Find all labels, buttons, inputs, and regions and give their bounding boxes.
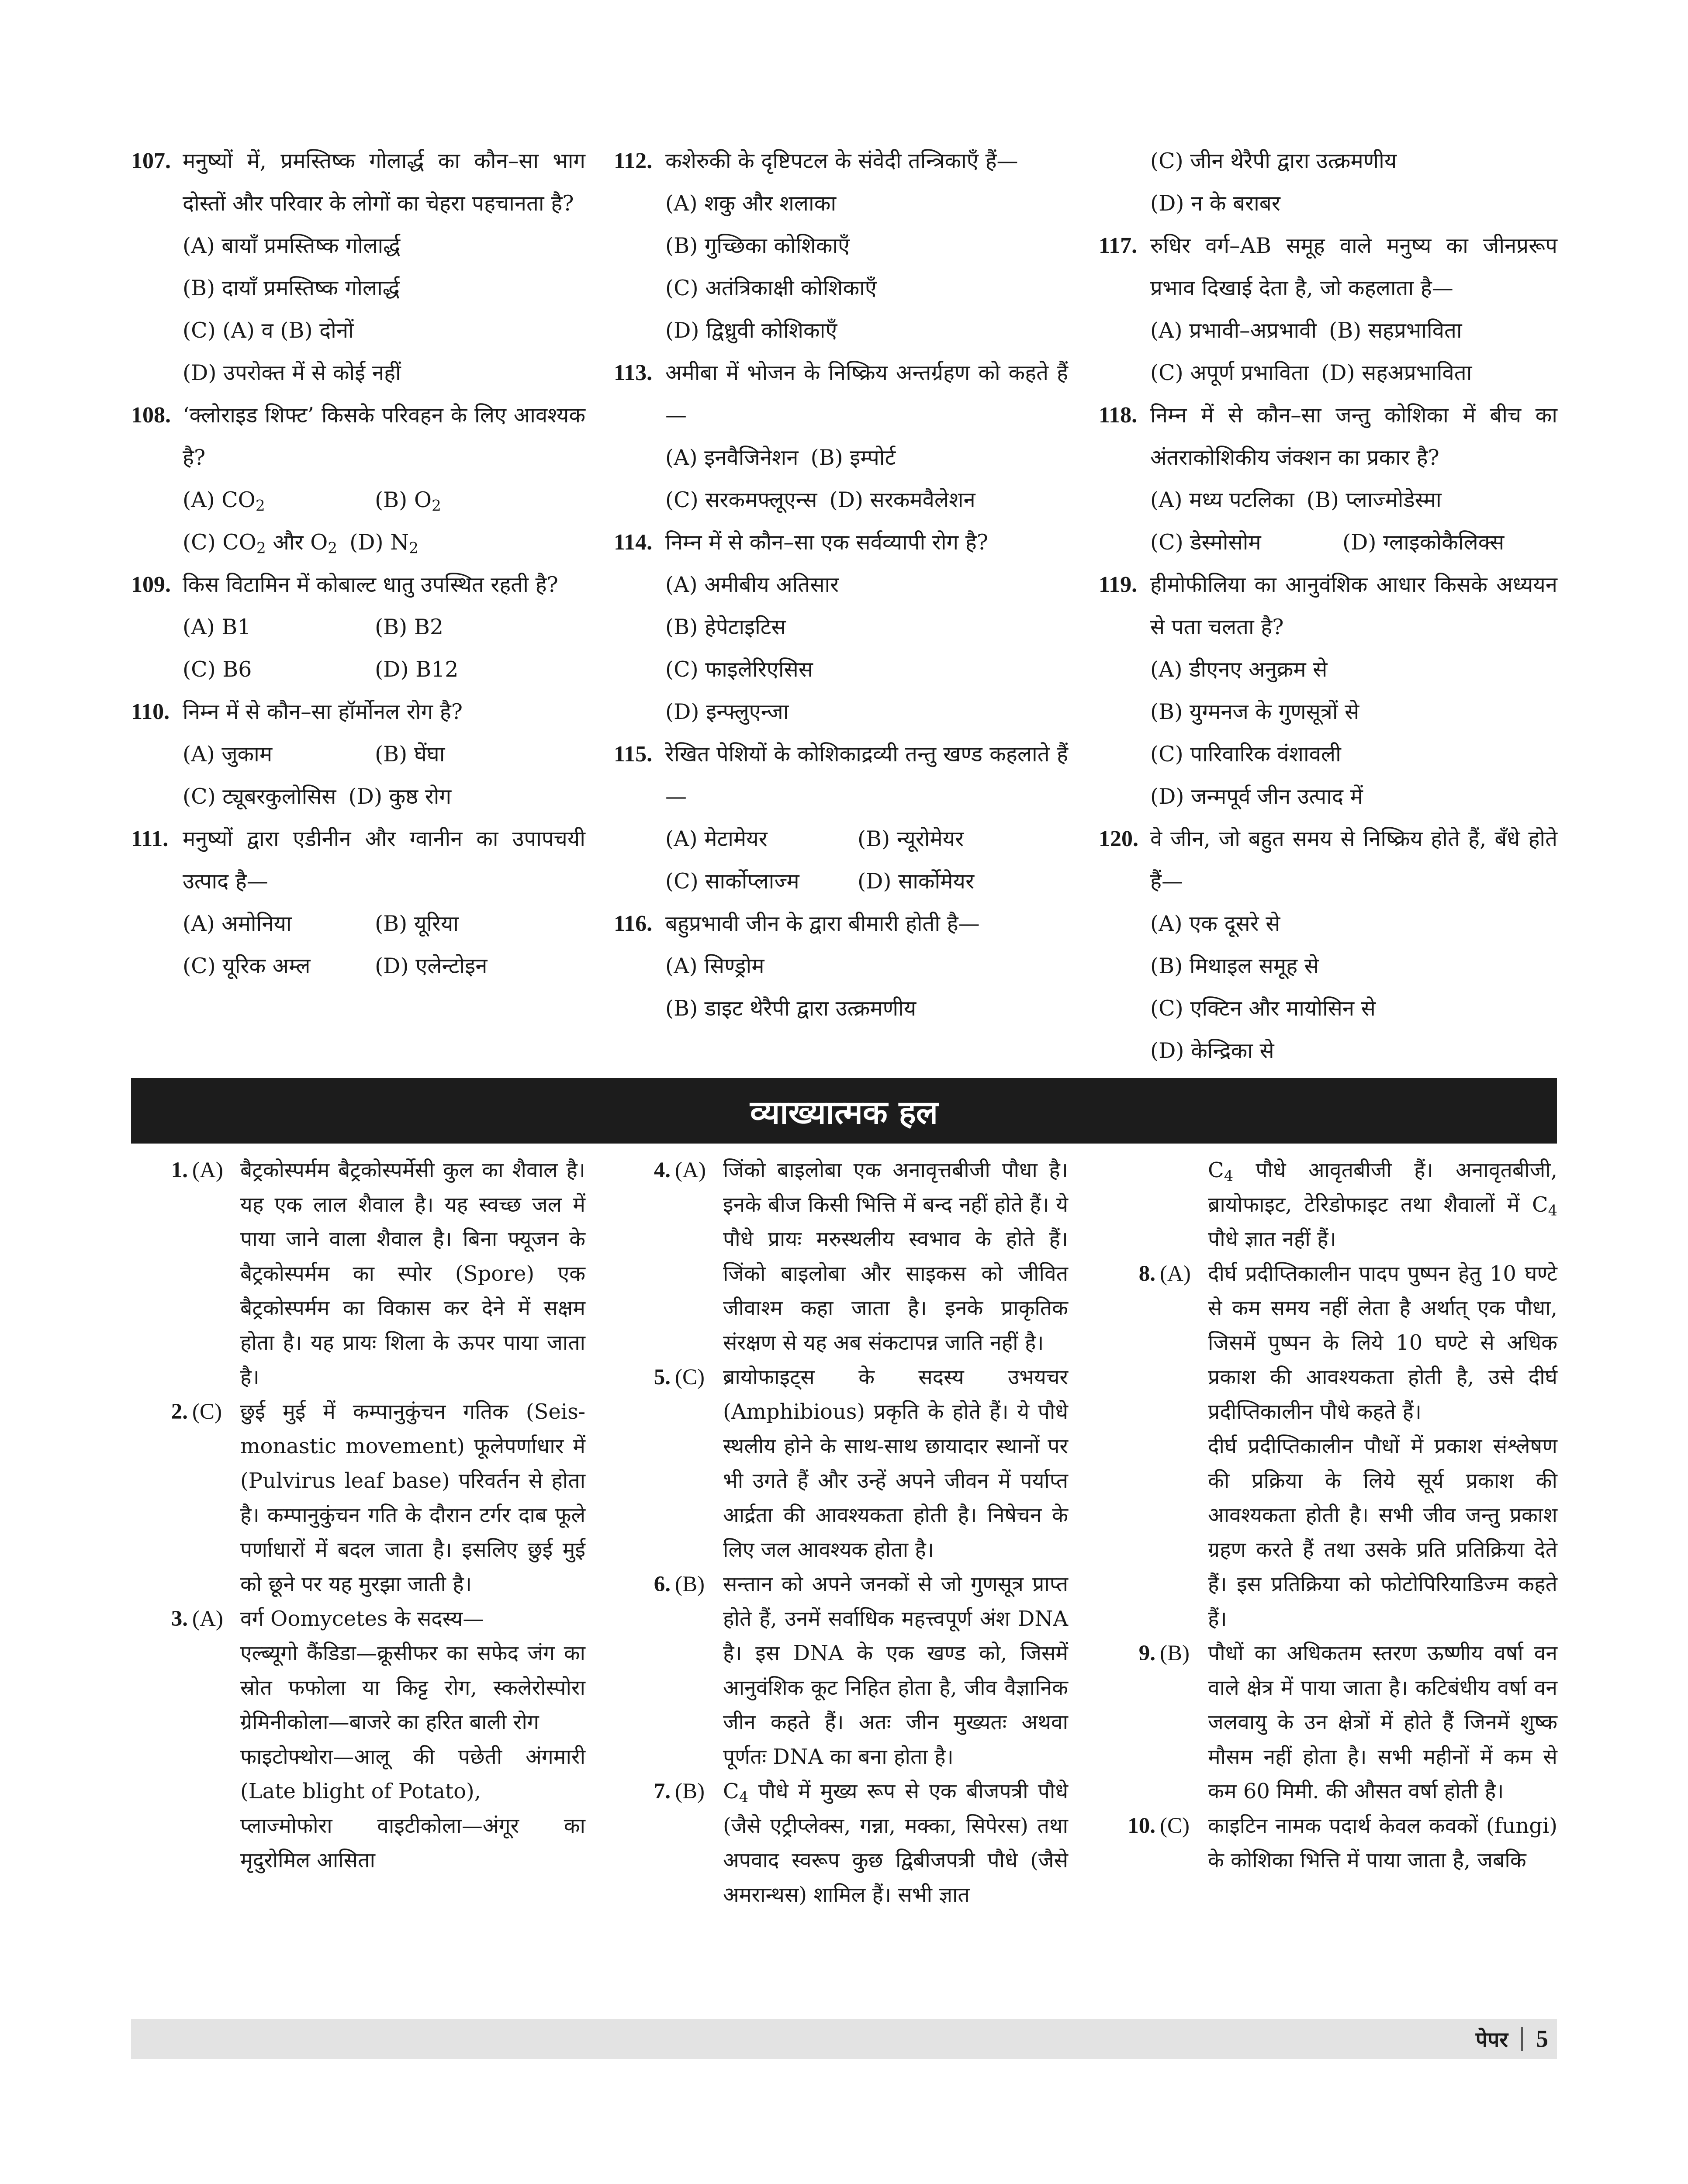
solution-number: 4.: [654, 1158, 671, 1182]
question-number: 107.: [131, 149, 171, 173]
solution-answer: (A): [675, 1158, 706, 1182]
solution-text: दीर्घ प्रदीप्तिकालीन पादप पुष्पन हेतु 10 घण्टे से कम समय नहीं लेता है अर्थात् एक पौधा, जिसमें पुष्पन के लिये 10 घण्टे से अधिक प्रकाश की आवश्यकता होती है, उसे दीर्घ प्रदीप्तिकालीन पौधे कहते हैं।: [1208, 1261, 1557, 1424]
option-b: (B) इम्पोर्ट: [810, 445, 896, 470]
option-a: (A) बायाँ प्रमस्तिष्क गोलार्द्ध: [183, 233, 401, 258]
option-b: (B) मिथाइल समूह से: [1150, 954, 1319, 978]
option-c: (C) जीन थेरैपी द्वारा उत्क्रमणीय: [1150, 149, 1397, 173]
option-d: (D) ग्लाइकोकैलिक्स: [1342, 530, 1505, 555]
question-text: निम्न में से कौन–सा जन्तु कोशिका में बीच का अंतराकोशिकीय जंक्शन का प्रकार है?: [1150, 403, 1557, 470]
question-text: मनुष्यों द्वारा एडीनीन और ग्वानीन का उपापचयी उत्पाद है—: [183, 826, 585, 894]
option-b: (B) युग्मनज के गुणसूत्रों से: [1150, 699, 1359, 724]
question-number: 108.: [131, 403, 171, 428]
solution-text: काइटिन नामक पदार्थ केवल कवकों (fungi) के कोशिका भित्ति में पाया जाता है, जबकि: [1208, 1814, 1557, 1873]
option-c: (C) अतंत्रिकाक्षी कोशिकाएँ: [665, 276, 877, 301]
solution-4: [614, 1153, 1068, 1360]
option-c: (C) सार्कोप्लाज्म: [665, 869, 799, 894]
option-b: (B) न्यूरोमेयर: [858, 826, 964, 851]
question-text: रुधिर वर्ग–AB समूह वाले मनुष्य का जीनप्ररूप प्रभाव दिखाई देता है, जो कहलाता है—: [1150, 233, 1557, 301]
option-a: (A) अमीबीय अतिसार: [665, 572, 839, 597]
option-c: (C) ट्यूबरकुलोसिस: [183, 784, 336, 809]
option-b: (B) B2: [375, 615, 444, 639]
question-column-2: [614, 140, 1068, 1030]
page-number: 5: [1536, 2025, 1548, 2053]
solution-number: 1.: [171, 1158, 188, 1182]
question-text: कशेरुकी के दृष्टिपटल के संवेदी तन्त्रिकाएँ हैं—: [665, 149, 1018, 173]
question-number: 114.: [614, 530, 653, 555]
question-number: 111.: [131, 826, 169, 851]
question-text: मनुष्यों में, प्रमस्तिष्क गोलार्द्ध का कौन–सा भाग दोस्तों और परिवार के लोगों का चेहरा पहचानता है?: [183, 149, 585, 216]
solution-10: [1099, 1809, 1557, 1878]
solution-text: प्लाज्मोफोरा वाइटीकोला—अंगूर का मृदुरोमिल आसिता: [240, 1814, 585, 1873]
option-b: (B) घेंघा: [375, 742, 445, 767]
solution-text: पौधों का अधिकतम स्तरण ऊष्णीय वर्षा वन वाले क्षेत्र में पाया जाता है। कटिबंधीय वर्षा वन जलवायु के उन क्षेत्रों में होते हैं जिनमें शुष्क मौसम नहीं होता है। सभी महीनों में कम से कम 60 मिमी. की औसत वर्षा होती है।: [1208, 1641, 1557, 1804]
footer-divider: [1521, 2027, 1523, 2051]
solution-text: बैट्रकोस्पर्मम बैट्रकोस्पर्मेसी कुल का शैवाल है। यह एक लाल शैवाल है। यह स्वच्छ जल में पाया जाने वाला शैवाल है। बिना फ्यूजन के बैट्रकोस्पर्मम का स्पोर (Spore) एक बैट्रकोस्पर्मम का विकास कर देने में सक्षम होता है। यह प्रायः शिला के ऊपर पाया जाता है।: [240, 1158, 585, 1389]
question-115: [614, 733, 1068, 902]
section-heading: [131, 1078, 1557, 1144]
option-c: (C) सरकमफ्लूएन्स: [665, 487, 817, 512]
option-d: (D) सहअप्रभाविता: [1321, 360, 1472, 385]
solution-9: [1099, 1636, 1557, 1809]
solution-answer: (A): [192, 1607, 223, 1631]
solution-text: दीर्घ प्रदीप्तिकालीन पौधों में प्रकाश संश्लेषण की प्रक्रिया के लिये सूर्य प्रकाश की आवश्यकता होती है। सभी जीव जन्तु प्रकाश ग्रहण करते हैं तथा उसके प्रति प्रतिक्रिया देते हैं। इस प्रतिक्रिया को फोटोपिरियाडिज्म कहते हैं।: [1208, 1434, 1557, 1631]
solution-text: जिंको बाइलोबा एक अनावृत्तबीजी पौधा है। इनके बीज किसी भित्ति में बन्द नहीं होते हैं। ये पौधे प्रायः मरुस्थलीय स्वभाव के होते हैं। जिंको बाइलोबा और साइकस को जीवित जीवाश्म कहा जाता है। इनके प्राकृतिक संरक्षण से यह अब संकटापन्न जाति नहीं है।: [723, 1158, 1068, 1355]
solution-answer: (B): [675, 1572, 705, 1597]
solution-number: 8.: [1138, 1261, 1155, 1286]
solution-7-continued: [1099, 1153, 1557, 1257]
solution-column-1: [131, 1153, 585, 1878]
question-number: 115.: [614, 742, 653, 767]
question-118: [1099, 394, 1557, 563]
option-d: (D) एलेन्टोइन: [375, 954, 488, 978]
question-111: [131, 818, 585, 987]
option-a: (A) जुकाम: [183, 742, 273, 767]
section-heading-text: व्याख्यात्मक हल: [750, 1093, 938, 1131]
solution-text: सन्तान को अपने जनकों से जो गुणसूत्र प्राप्त होते हैं, उनमें सर्वाधिक महत्त्वपूर्ण अंश DNA है। इस DNA के एक खण्ड को, जिसमें आनुवंशिक कूट निहित होता है, जीव वैज्ञानिक जीन कहते हैं। अतः जीन मुख्यतः अथवा पूर्णतः DNA का बना होता है।: [723, 1572, 1068, 1769]
option-a: (A) B1: [183, 615, 251, 639]
solution-number: 5.: [654, 1365, 671, 1389]
option-c: (C) पारिवारिक वंशावली: [1150, 742, 1341, 767]
option-a: (A) प्रभावी–अप्रभावी: [1150, 318, 1317, 343]
footer-label: पेपर: [1475, 2027, 1508, 2052]
solution-column-3: [1099, 1153, 1557, 1878]
solution-answer: (B): [675, 1779, 705, 1804]
solution-answer: (A): [1160, 1261, 1191, 1286]
solution-answer: (C): [1160, 1814, 1190, 1838]
solution-number: 9.: [1138, 1641, 1155, 1666]
option-a: (A) शकु और शलाका: [665, 191, 837, 216]
option-a: (A) डीएनए अनुक्रम से: [1150, 657, 1328, 682]
option-a: (A) एक दूसरे से: [1150, 911, 1280, 936]
question-number: 117.: [1099, 233, 1138, 258]
option-d: (D) B12: [375, 657, 459, 682]
question-107: [131, 140, 585, 394]
option-b: (B) प्लाज्मोडेस्मा: [1306, 487, 1442, 512]
question-column-1: [131, 140, 585, 987]
option-b: (B) $O_2$: [375, 487, 441, 515]
question-number: 112.: [614, 149, 653, 173]
solution-8: [1099, 1257, 1557, 1636]
option-c: (C) (A) व (B) दोनों: [183, 318, 354, 343]
option-d: (D) सार्कोमेयर: [858, 869, 974, 894]
question-116-continued: [1099, 140, 1557, 225]
option-d: (D) इन्फ्लुएन्जा: [665, 699, 789, 724]
question-text: अमीबा में भोजन के निष्क्रिय अन्तर्ग्रहण को कहते हैं—: [665, 360, 1068, 428]
question-119: [1099, 563, 1557, 818]
question-113: [614, 352, 1068, 521]
solution-number: 10.: [1128, 1814, 1155, 1838]
question-text: रेखित पेशियों के कोशिकाद्रव्यी तन्तु खण्ड कहलाते हैं—: [665, 742, 1068, 809]
question-number: 120.: [1099, 826, 1138, 851]
option-c: (C) यूरिक अम्ल: [183, 954, 311, 978]
question-number: 119.: [1099, 572, 1138, 597]
question-108: [131, 394, 585, 563]
question-number: 116.: [614, 911, 653, 936]
option-b: (B) डाइट थेरैपी द्वारा उत्क्रमणीय: [665, 996, 917, 1021]
question-text: हीमोफीलिया का आनुवंशिक आधार किसके अध्ययन से पता चलता है?: [1150, 572, 1557, 639]
option-a: (A) सिण्ड्रोम: [665, 954, 764, 978]
question-text: ‘क्लोराइड शिफ्ट’ किसके परिवहन के लिए आवश्यक है?: [183, 403, 585, 470]
option-b: (B) सहप्रभाविता: [1329, 318, 1462, 343]
question-text: निम्न में से कौन–सा एक सर्वव्यापी रोग है?: [665, 530, 988, 555]
solution-number: 3.: [171, 1607, 188, 1631]
solution-column-2: [614, 1153, 1068, 1912]
solution-text: ब्रायोफाइट्स के सदस्य उभयचर (Amphibious) प्रकृति के होते हैं। ये पौधे स्थलीय होने के साथ-साथ छायादार स्थानों पर भी उगते हैं और उन्हें अपने जीवन में पर्याप्त आर्द्रता की आवश्यकता होती है। निषेचन के लिए जल आवश्यक होता है।: [723, 1365, 1068, 1562]
option-d: (D) न के बराबर: [1150, 191, 1280, 216]
option-d: (D) द्विध्रुवी कोशिकाएँ: [665, 318, 837, 343]
solution-text: $C_4$ पौधे में मुख्य रूप से एक बीजपत्री पौधे (जैसे एट्रीप्लेक्स, गन्ना, मक्का, सिपेरस) तथा अपवाद स्वरूप कुछ द्विबीजपत्री पौधे (जैसे अमरान्थस) शामिल हैं। सभी ज्ञात: [723, 1779, 1068, 1907]
solution-3: [131, 1602, 585, 1878]
solution-text: छुई मुई में कम्पानुकुंचन गतिक (Seis-monastic movement) फूलेपर्णाधार में (Pulvirus leaf base) परिवर्तन से होता है। कम्पानुकुंचन गति के दौरान टर्गर दाब फूले पर्णाधारों में बदल जाता है। इसलिए छुई मुई को छूने पर यह मुरझा जाती है।: [240, 1400, 585, 1597]
option-b: (B) हेपेटाइटिस: [665, 615, 786, 639]
option-b: (B) गुच्छिका कोशिकाएँ: [665, 233, 850, 258]
option-a: (A) अमोनिया: [183, 911, 292, 936]
option-d: (D) उपरोक्त में से कोई नहीं: [183, 360, 401, 385]
solution-7: [614, 1774, 1068, 1912]
question-number: 113.: [614, 360, 653, 385]
option-d: (D) $N_2$: [349, 530, 419, 557]
question-text: बहुप्रभावी जीन के द्वारा बीमारी होती है—: [665, 911, 980, 936]
question-number: 109.: [131, 572, 171, 597]
solution-number: 6.: [654, 1572, 671, 1597]
option-c: (C) डेस्मोसोम: [1150, 530, 1261, 555]
option-b: (B) यूरिया: [375, 911, 459, 936]
option-a: (A) $CO_2$: [183, 487, 265, 515]
option-c: (C) फाइलेरिएसिस: [665, 657, 813, 682]
question-112: [614, 140, 1068, 352]
question-117: [1099, 225, 1557, 394]
solution-text: एल्ब्यूगो कैंडिडा—क्रूसीफर का सफेद जंग का स्रोत फफोला या किट्ट रोग, स्कलेरोस्पोरा ग्रेमिनीकोला—बाजरे का हरित बाली रोग: [240, 1641, 585, 1735]
option-d: (D) कुष्ठ रोग: [348, 784, 452, 809]
solution-answer: (C): [192, 1400, 222, 1424]
option-c: (C) एक्टिन और मायोसिन से: [1150, 996, 1376, 1021]
question-text: निम्न में से कौन–सा हॉर्मोनल रोग है?: [183, 699, 463, 724]
option-c: (C) $CO_2$ और $O_2$: [183, 530, 338, 557]
option-c: (C) B6: [183, 657, 252, 682]
page-footer: [131, 2019, 1557, 2059]
question-number: 118.: [1099, 403, 1138, 428]
option-b: (B) दायाँ प्रमस्तिष्क गोलार्द्ध: [183, 276, 400, 301]
option-d: (D) जन्मपूर्व जीन उत्पाद में: [1150, 784, 1363, 809]
solution-answer: (C): [675, 1365, 705, 1389]
solution-6: [614, 1567, 1068, 1774]
question-114: [614, 521, 1068, 733]
solution-text: $C_4$ पौधे आवृतबीजी हैं। अनावृतबीजी, ब्रायोफाइट, टेरिडोफाइट तथा शैवालों में $C_4$ पौधे ज्ञात नहीं हैं।: [1208, 1158, 1557, 1251]
question-text: किस विटामिन में कोबाल्ट धातु उपस्थित रहती है?: [183, 572, 558, 597]
question-110: [131, 691, 585, 818]
question-109: [131, 563, 585, 691]
solution-number: 2.: [171, 1400, 188, 1424]
solution-5: [614, 1360, 1068, 1567]
option-d: (D) केन्द्रिका से: [1150, 1038, 1274, 1063]
question-116: [614, 902, 1068, 1030]
option-a: (A) मेटामेयर: [665, 826, 768, 851]
solution-text: फाइटोफ्थोरा—आलू की पछेती अंगमारी (Late blight of Potato),: [240, 1745, 585, 1804]
solution-2: [131, 1395, 585, 1602]
question-number: 110.: [131, 699, 170, 724]
question-120: [1099, 818, 1557, 1072]
option-a: (A) इनवैजिनेशन: [665, 445, 799, 470]
solution-1: [131, 1153, 585, 1395]
solution-text: वर्ग Oomycetes के सदस्य—: [240, 1607, 484, 1631]
question-column-3: [1099, 140, 1557, 1072]
option-a: (A) मध्य पटलिका: [1150, 487, 1294, 512]
solution-answer: (B): [1160, 1641, 1190, 1666]
option-d: (D) सरकमवैलेशन: [829, 487, 975, 512]
solution-number: 7.: [654, 1779, 671, 1804]
solution-answer: (A): [192, 1158, 223, 1182]
option-c: (C) अपूर्ण प्रभाविता: [1150, 360, 1309, 385]
question-text: वे जीन, जो बहुत समय से निष्क्रिय होते हैं, बँधे होते हैं—: [1150, 826, 1557, 894]
